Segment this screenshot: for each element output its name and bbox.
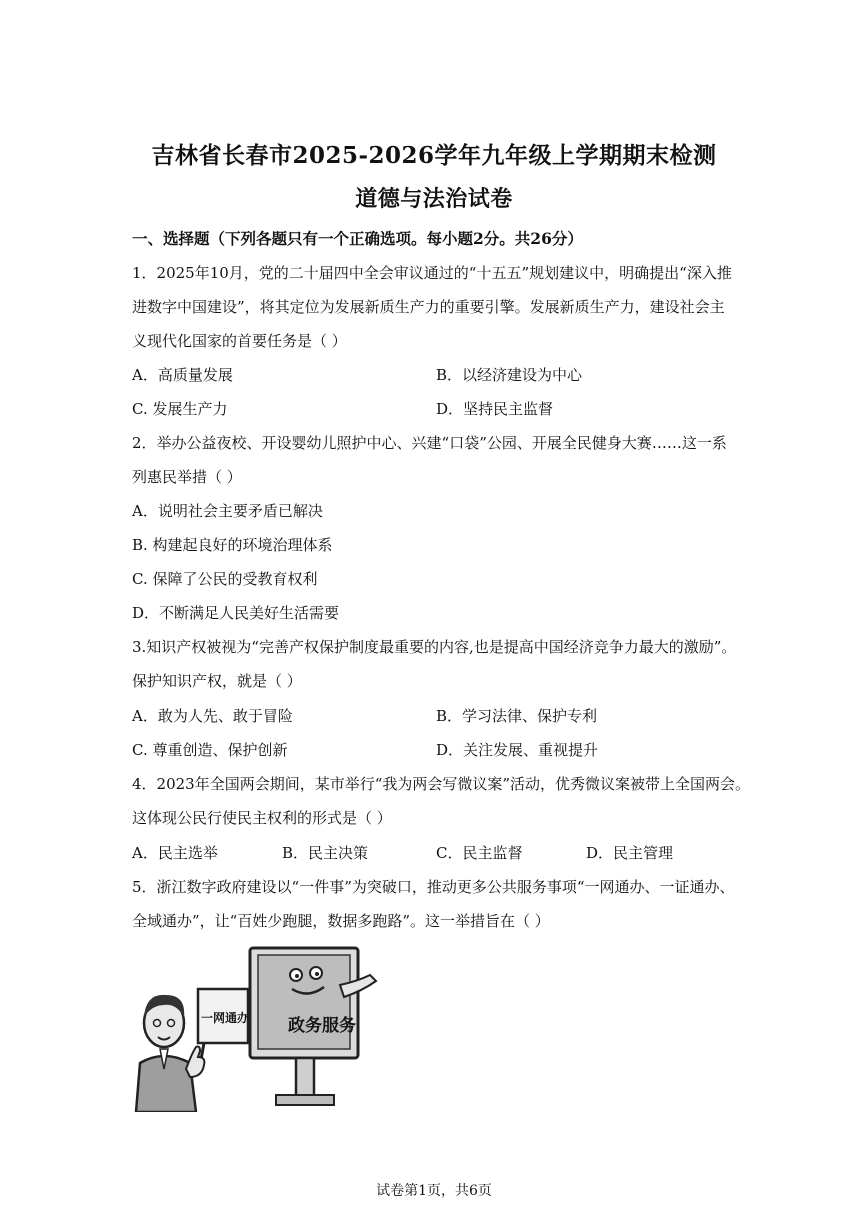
q2-line-2: 列惠民举措（ ） <box>132 468 242 486</box>
exam-title: 吉林省长春市2025-2026学年九年级上学期期末检测 <box>151 142 717 169</box>
q1-option-b: B．以经济建设为中心 <box>436 366 583 384</box>
q5-line-1: 5．浙江数字政府建设以“一件事”为突破口，推动更多公共服务事项“一网通办、一证通办、 <box>132 878 735 896</box>
q4-option-c: C．民主监督 <box>436 844 523 862</box>
q3-line-2: 保护知识产权，就是（ ） <box>132 672 302 690</box>
q4-line-1: 4．2023年全国两会期间，某市举行“我为两会写微议案”活动，优秀微议案被带上全国两会。 <box>132 775 751 793</box>
q3-line-1: 3.知识产权被视为“完善产权保护制度最重要的内容,也是提高中国经济竞争力最大的激励”。 <box>132 638 737 656</box>
q3-option-c: C. 尊重创造、保护创新 <box>132 741 288 759</box>
q3-option-d: D．关注发展、重视提升 <box>436 741 599 759</box>
q1-line-2: 进数字中国建设”，将其定位为发展新质生产力的重要引擎。发展新质生产力，建设社会主 <box>132 298 725 316</box>
sign-label: 一网通办 <box>201 1011 250 1025</box>
q2-option-c: C. 保障了公民的受教育权利 <box>132 570 318 588</box>
q2-option-b: B. 构建起良好的环境治理体系 <box>132 536 333 554</box>
government-service-illustration <box>130 945 392 1112</box>
exam-subject-title: 道德与法治试卷 <box>355 186 513 212</box>
screen-label: 政务服务 <box>288 1016 356 1035</box>
q5-line-2: 全域通办”，让“百姓少跑腿，数据多跑路”。这一举措旨在（ ） <box>132 912 550 930</box>
q1-option-c: C. 发展生产力 <box>132 400 228 418</box>
q1-option-a: A．高质量发展 <box>132 366 233 384</box>
q3-option-a: A．敢为人先、敢于冒险 <box>132 707 293 725</box>
person-thumbs-up-icon <box>136 995 204 1112</box>
q2-option-d: D．不断满足人民美好生活需要 <box>132 604 340 622</box>
q2-line-1: 2．举办公益夜校、开设婴幼儿照护中心、兴建“口袋”公园、开展全民健身大赛……这一系 <box>132 434 727 452</box>
q1-line-1: 1．2025年10月，党的二十届四中全会审议通过的“十五五”规划建议中，明确提出“深入推 <box>132 264 732 282</box>
q4-option-b: B．民主决策 <box>282 844 369 862</box>
q1-line-3: 义现代化国家的首要任务是（ ） <box>132 332 347 350</box>
q3-option-b: B．学习法律、保护专利 <box>436 707 598 725</box>
page-footer: 试卷第1页，共6页 <box>376 1183 492 1199</box>
q2-option-a: A．说明社会主要矛盾已解决 <box>132 502 323 520</box>
section-heading: 一、选择题（下列各题只有一个正确选项。每小题2分。共26分） <box>132 229 583 248</box>
q4-option-d: D．民主管理 <box>586 844 674 862</box>
sign-board-icon <box>198 989 248 1065</box>
q1-option-d: D．坚持民主监督 <box>436 400 554 418</box>
q4-option-a: A．民主选举 <box>132 844 218 862</box>
q4-line-2: 这体现公民行使民主权利的形式是（ ） <box>132 809 392 827</box>
